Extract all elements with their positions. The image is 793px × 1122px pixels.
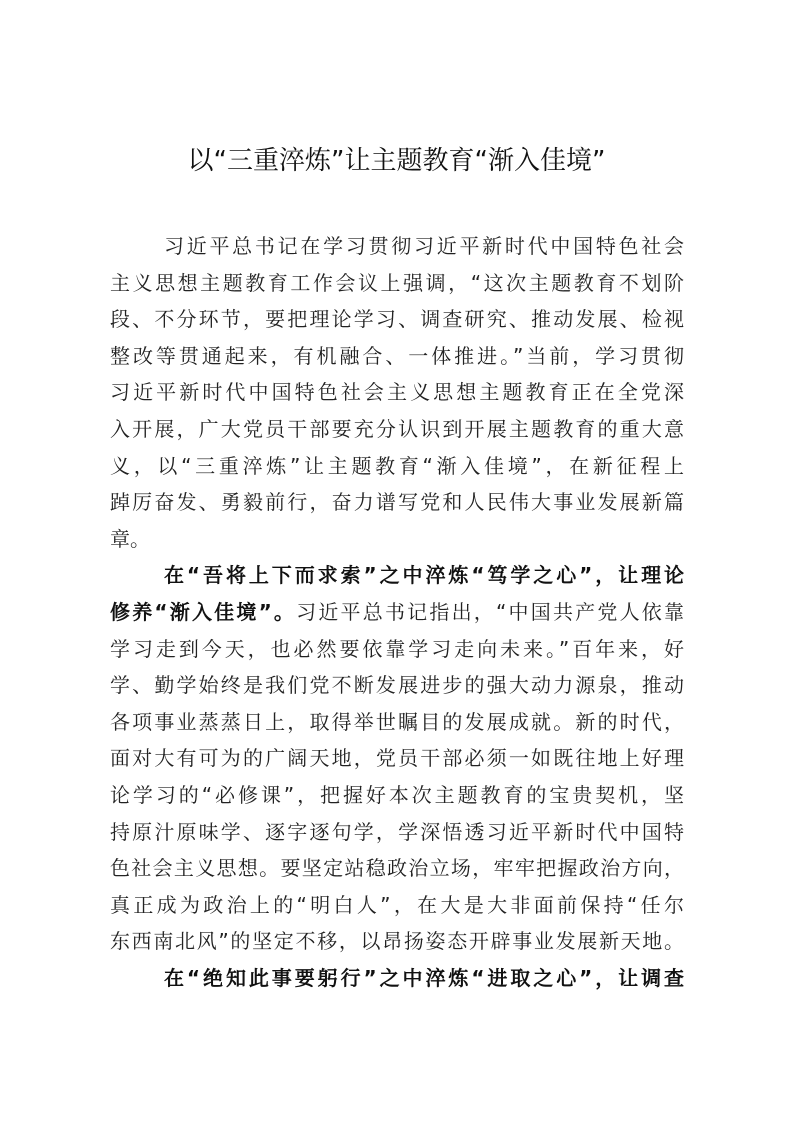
paragraph-1-line: 主义思想主题教育工作会议上强调，“这次主题教育不划阶: [110, 270, 684, 295]
section-heading-1-continuation: 修养“渐入佳境”。: [110, 599, 297, 624]
paragraph-2-line: 面对大有可为的广阔天地，党员干部必须一如既往地上好理: [110, 746, 684, 771]
paragraph-1-line: 习近平新时代中国特色社会主义思想主题教育正在全党深: [110, 380, 684, 405]
paragraph-2-line: [110, 594, 684, 631]
paragraph-2-line: 论学习的“必修课”，把握好本次主题教育的宝贵契机，坚: [110, 782, 684, 807]
paragraph-1-line: 踔厉奋发、勇毅前行，奋力谱写党和人民伟大事业发展新篇: [110, 490, 684, 515]
paragraph-2-line: 各项事业蒸蒸日上，取得举世瞩目的发展成就。新的时代，: [110, 709, 684, 734]
paragraph-1-line: 习近平总书记在学习贯彻习近平新时代中国特色社会: [164, 234, 684, 258]
document-body: [110, 228, 684, 996]
document-title: 以“三重淬炼”让主题教育“渐入佳境”: [187, 146, 606, 176]
section-heading-1: 在“吾将上下而求索”之中淬炼“笃学之心”，让理论: [164, 563, 684, 588]
paragraph-2-line: 持原汁原味学、逐字逐句学，学深悟透习近平新时代中国特: [110, 819, 684, 844]
paragraph-2-line: 色社会主义思想。要坚定站稳政治立场，牢牢把握政治方向，: [110, 856, 684, 881]
paragraph-1-line: 整改等贯通起来，有机融合、一体推进。”当前，学习贯彻: [110, 343, 684, 368]
section-heading-2: 在“绝知此事要躬行”之中淬炼“进取之心”，让调查: [164, 965, 684, 990]
paragraph-2-line: 学、勤学始终是我们党不断发展进步的强大动力源泉，推动: [110, 673, 684, 698]
paragraph-1-line: 入开展，广大党员干部要充分认识到开展主题教育的重大意: [110, 416, 684, 441]
paragraph-2-line: 东西南北风”的坚定不移，以昂扬姿态开辟事业发展新天地。: [110, 929, 684, 954]
paragraph-1-line: 段、不分环节，要把理论学习、调查研究、推动发展、检视: [110, 307, 684, 332]
paragraph-2-line: 真正成为政治上的“明白人”，在大是大非面前保持“任尔: [110, 892, 684, 917]
paragraph-2-line: 学习走到今天，也必然要依靠学习走向未来。”百年来，好: [110, 636, 684, 661]
paragraph-1-line: 章。: [110, 526, 150, 551]
paragraph-1-line: 义，以“三重淬炼”让主题教育“渐入佳境”，在新征程上: [110, 453, 684, 478]
paragraph-2-text: 习近平总书记指出，“中国共产党人依靠: [296, 599, 684, 624]
